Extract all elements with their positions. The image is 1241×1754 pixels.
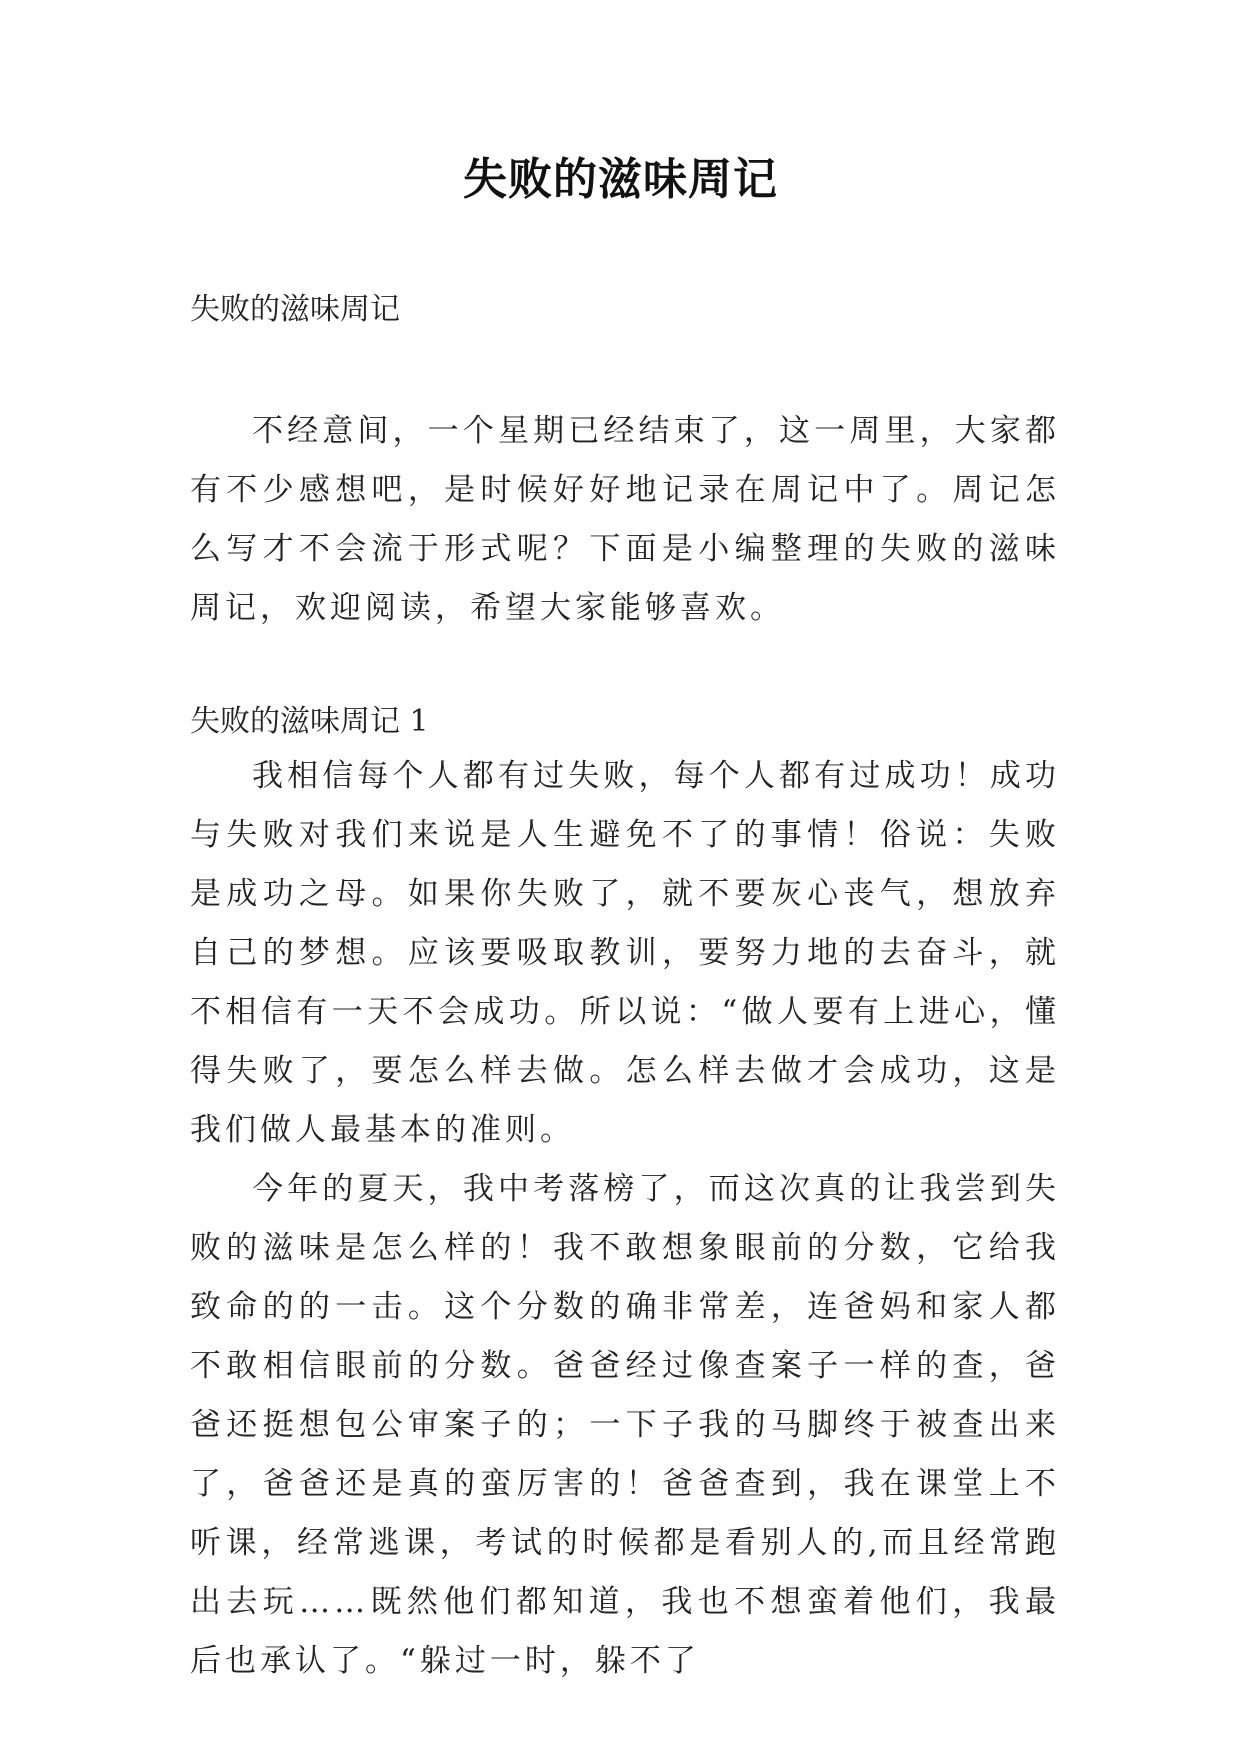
intro-block: [190, 402, 1060, 638]
body-text-block: [190, 747, 1060, 1691]
body-paragraph-2: 今年的夏天，我中考落榜了，而这次真的让我尝到失败的滋味是怎么样的！我不敢想象眼前的分数，它给我致命的的一击。这个分数的确非常差，连爸妈和家人都不敢相信眼前的分数。爸爸经过像查案子一样的查，爸爸还挺想包公审案子的；一下子我的马脚终于被查出来了，爸爸还是真的蛮厉害的！爸爸查到，我在课堂上不听课，经常逃课，考试的时候都是看别人的,而且经常跑出去玩……既然他们都知道，我也不想蛮着他们，我最后也承认了。“躲过一时，躲不了: [190, 1171, 1060, 1679]
document-subtitle: 失败的滋味周记: [190, 292, 400, 327]
body-paragraph-1: 我相信每个人都有过失败，每个人都有过成功！成功与失败对我们来说是人生避免不了的事情！俗说：失败是成功之母。如果你失败了，就不要灰心丧气，想放弃自己的梦想。应该要吸取教训，要努力地的去奋斗，就不相信有一天不会成功。所以说：“做人要有上进心，懂得失败了，要怎么样去做。怎么样去做才会成功，这是我们做人最基本的准则。: [190, 758, 1060, 1148]
document-title: 失败的滋味周记: [463, 154, 778, 205]
section-heading: 失败的滋味周记 1: [190, 704, 429, 739]
intro-paragraph: 不经意间，一个星期已经结束了，这一周里，大家都有不少感想吧，是时候好好地记录在周记中了。周记怎么写才不会流于形式呢？下面是小编整理的失败的滋味周记，欢迎阅读，希望大家能够喜欢。: [190, 413, 1060, 626]
